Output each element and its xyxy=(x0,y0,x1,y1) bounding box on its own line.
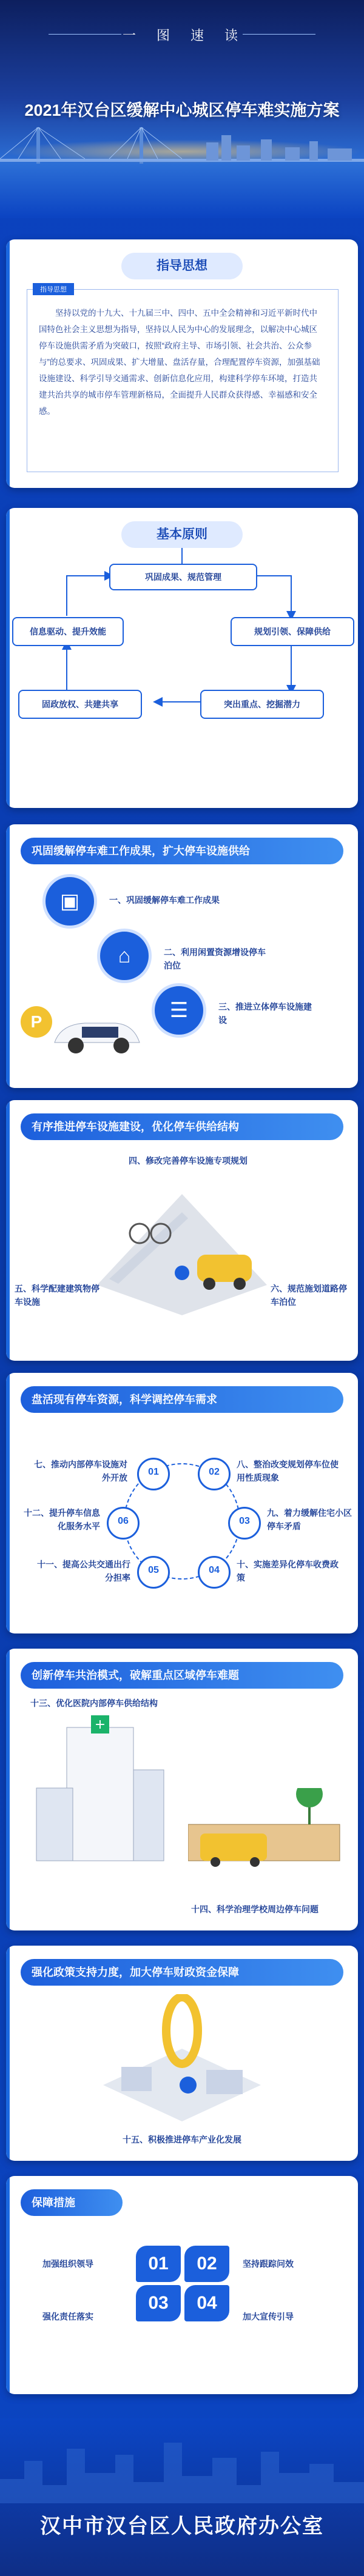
section2-left: 五、科学配建建筑物停车设施 xyxy=(15,1284,99,1307)
list-icon: ☰ xyxy=(152,983,206,1038)
bank-icon: ⌂ xyxy=(97,929,152,983)
tag-char: 读 xyxy=(224,28,242,43)
svg-text:+: + xyxy=(94,1717,106,1732)
page-title: 2021年汉台区缓解中心城区停车难实施方案 xyxy=(24,101,340,119)
section2-panel xyxy=(6,1100,358,1361)
skyline-icon xyxy=(0,2431,364,2503)
section1-item: 二、利用闲置资源增设停车泊位 xyxy=(164,947,266,970)
bridge-cables-icon xyxy=(0,124,364,167)
cycle-node: 06 xyxy=(107,1507,140,1540)
measure-item: 加强组织领导 xyxy=(42,2259,93,2269)
section3-item: 十一、提高公共交通出行分担率 xyxy=(37,1560,130,1583)
section2-right: 六、规范施划道路停车泊位 xyxy=(271,1284,347,1307)
section1-item: 三、推进立体停车设施建设 xyxy=(218,1002,312,1025)
parking-lot-icon xyxy=(97,1176,267,1315)
section1-item: 一、巩固缓解停车难工作成果 xyxy=(109,895,220,905)
bus-icon xyxy=(188,1788,346,1879)
measure-item: 加大宣传引导 xyxy=(243,2312,294,2321)
tag-char: 速 xyxy=(190,28,208,43)
guiding-body: 坚持以党的十九大、十九届三中、四中、五中全会精神和习近平新时代中国特色社会主义思想为指导，坚持以人民为中心的发展理念，以解决中心城区停车设施供需矛盾为突破口，按照“政府主导、市场引领、社会共治、公众参与”的总要求、巩固成果、扩大增量、盘活存量，合理配置停车资源，加强基础设施建设、科学引导交通需求、创新信息化应用，构建科学停车环境，打造共建共治共享的城市停车管理新格局，全面提升人民群众获得感、幸福感和安全感。 xyxy=(39,309,320,416)
guiding-panel xyxy=(6,239,358,488)
measure-tile: 02 xyxy=(184,2246,229,2282)
section3-heading: 盘活现有停车资源，科学调控停车需求 xyxy=(21,1386,343,1413)
parking-garage-icon xyxy=(97,1994,267,2127)
section4-panel xyxy=(6,1649,358,1930)
guiding-heading: 指导思想 xyxy=(121,253,243,279)
section6-panel xyxy=(6,2176,358,2394)
principle-box: 巩固成果、规范管理 xyxy=(109,564,257,590)
section3-item: 十二、提升停车信息化服务水平 xyxy=(24,1508,100,1531)
tag-char: 图 xyxy=(156,28,174,43)
parking-icon: P xyxy=(21,1006,52,1038)
cycle-node: 01 xyxy=(137,1458,170,1490)
section4-item: 十四、科学治理学校周边停车问题 xyxy=(191,1904,318,1914)
building-icon xyxy=(30,1715,170,1867)
section1-panel xyxy=(6,824,358,1088)
section4-heading: 创新停车共治模式，破解重点区域停车难题 xyxy=(21,1662,343,1689)
footer-org-name: 汉中市汉台区人民政府办公室 xyxy=(40,2515,324,2538)
cycle-node: 04 xyxy=(198,1556,231,1589)
footer xyxy=(0,2418,364,2576)
section3-item: 九、着力缓解住宅小区停车矛盾 xyxy=(267,1508,352,1531)
measure-item: 强化责任落实 xyxy=(42,2312,93,2321)
measure-tile: 03 xyxy=(136,2285,181,2321)
principles-heading: 基本原则 xyxy=(121,521,243,548)
cycle-node: 02 xyxy=(198,1458,231,1490)
principles-panel xyxy=(6,508,358,808)
cycle-arrows-icon xyxy=(6,508,358,808)
section5-heading: 强化政策支持力度，加大停车财政资金保障 xyxy=(21,1959,343,1986)
principle-box: 规划引领、保障供给 xyxy=(231,617,354,646)
section3-panel xyxy=(6,1373,358,1633)
section5-item: 十五、积极推进停车产业化发展 xyxy=(123,2135,241,2144)
car-icon xyxy=(49,1006,146,1061)
briefcase-icon: ▣ xyxy=(42,874,97,929)
cycle-node: 03 xyxy=(228,1507,261,1540)
measure-tile: 01 xyxy=(136,2246,181,2282)
section1-heading: 巩固缓解停车难工作成果，扩大停车设施供给 xyxy=(21,838,343,864)
section5-panel xyxy=(6,1946,358,2161)
guiding-badge: 指导思想 xyxy=(33,283,74,295)
header-banner xyxy=(0,0,364,218)
cycle-ring-icon xyxy=(6,1373,358,1633)
section2-top: 四、修改完善停车设施专项规划 xyxy=(129,1156,248,1166)
principle-box: 固政放权、共建共享 xyxy=(18,690,142,719)
section2-heading: 有序推进停车设施建设，优化停车供给结构 xyxy=(21,1113,343,1140)
principle-box: 信息驱动、提升效能 xyxy=(12,617,124,646)
section6-heading: 保障措施 xyxy=(21,2189,123,2216)
section3-item: 十、实施差异化停车收费政策 xyxy=(237,1560,339,1583)
section3-item: 八、整治改变规划停车位使用性质现象 xyxy=(237,1460,339,1483)
tag-char: 一 xyxy=(122,28,140,43)
header-tag xyxy=(0,25,364,44)
principle-box: 突出重点、挖掘潜力 xyxy=(200,690,324,719)
measure-item: 坚持跟踪问效 xyxy=(243,2259,294,2269)
cycle-node: 05 xyxy=(137,1556,170,1589)
section4-item: 十三、优化医院内部停车供给结构 xyxy=(30,1698,158,1708)
measure-tile: 04 xyxy=(184,2285,229,2321)
section3-item: 七、推动内部停车设施对外开放 xyxy=(34,1460,127,1483)
